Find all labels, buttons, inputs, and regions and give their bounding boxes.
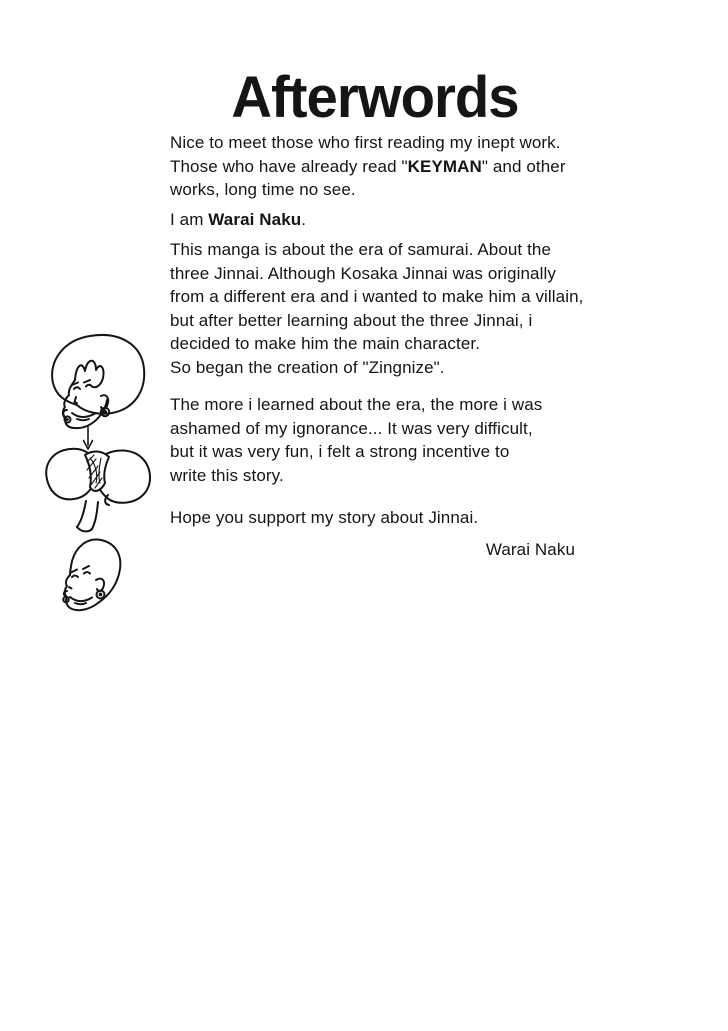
- text-line: three Jinnai. Although Kosaka Jinnai was originally: [170, 263, 556, 283]
- paragraph-about-manga: [170, 238, 600, 379]
- text-line: Nice to meet those who first reading my inept work.: [170, 133, 561, 152]
- text-line: decided to make him the main character.: [170, 334, 481, 353]
- author-name: Warai Naku: [208, 209, 302, 229]
- closing-line: Hope you support my story about Jinnai.: [170, 508, 479, 527]
- text-line: from a different era and i wanted to make him a villain,: [170, 287, 584, 306]
- text-line: ashamed of my ignorance... It was very difficult,: [170, 418, 533, 438]
- afterword-text: [170, 131, 600, 561]
- keyman-title: KEYMAN: [407, 156, 482, 176]
- author-intro: I am Warai Naku.: [170, 209, 307, 229]
- character-sketches: [30, 325, 170, 625]
- paragraph-learning: [170, 393, 600, 487]
- down-arrow-icon: [84, 427, 93, 449]
- signature: Warai Naku: [485, 539, 575, 559]
- text-line: write this story.: [170, 465, 284, 485]
- wig-coming-off-sketch: [46, 449, 150, 532]
- text-line: but it was very fun, i felt a strong incentive to: [170, 442, 510, 461]
- paragraph-greeting: [170, 131, 600, 202]
- text-line: This manga is about the era of samurai. About the: [170, 240, 552, 259]
- text-line: works, long time no see.: [170, 180, 356, 199]
- text-line: but after better learning about the three Jinnai, i: [170, 310, 533, 330]
- text-line: The more i learned about the era, the more i was: [170, 395, 543, 414]
- text-line: Those who have already read "KEYMAN" and other: [170, 156, 566, 176]
- bald-head-sketch: [63, 539, 120, 610]
- text-line: So began the creation of "Zingnize".: [170, 357, 445, 377]
- page-title: Afterwords: [231, 64, 519, 130]
- afro-head-sketch: [52, 335, 144, 428]
